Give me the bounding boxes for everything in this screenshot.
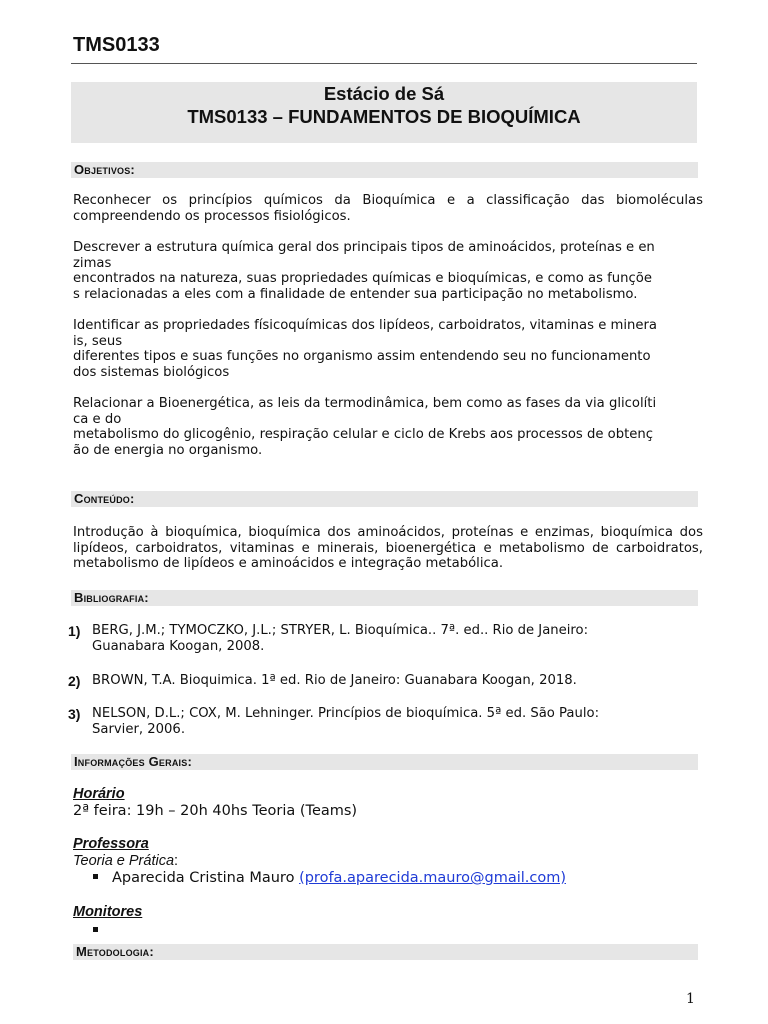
horario-text: 2ª feira: 19h – 20h 40hs Teoria (Teams) bbox=[73, 803, 358, 819]
institution-title: Estácio de Sá bbox=[323, 83, 445, 104]
document-header-code: TMS0133 bbox=[73, 34, 160, 56]
section-informacoes-gerais: Informações Gerais: bbox=[71, 754, 698, 770]
title-box bbox=[71, 82, 697, 143]
professora-list-item bbox=[93, 870, 566, 886]
bibliography-number: 1) bbox=[68, 623, 81, 639]
professora-label: Professora bbox=[73, 836, 149, 852]
bibliography-text: NELSON, D.L.; COX, M. Lehninger. Princípios de bioquímica. 5ª ed. São Paulo: bbox=[92, 706, 600, 721]
objetivos-paragraph-2 bbox=[73, 240, 703, 302]
bibliography-text: BROWN, T.A. Bioquimica. 1ª ed. Rio de Janeiro: Guanabara Koogan, 2018. bbox=[92, 673, 577, 688]
text-line: encontrados na natureza, suas propriedades químicas e bioquímicas, e como as funçõe bbox=[73, 271, 652, 287]
text-line: Relacionar a Bioenergética, as leis da termodinâmica, bem como as fases da via glicolíti bbox=[73, 396, 657, 411]
bibliography-text: Guanabara Koogan, 2008. bbox=[92, 639, 265, 654]
section-objetivos: Objetivos: bbox=[71, 162, 698, 178]
text-line: is, seus bbox=[73, 333, 123, 349]
bibliography-text: BERG, J.M.; TYMOCZKO, J.L.; STRYER, L. Bioquímica.. 7ª. ed.. Rio de Janeiro: bbox=[92, 623, 589, 638]
text-line: diferentes tipos e suas funções no organismo assim entendendo seu no funcionamento bbox=[73, 349, 651, 365]
section-bibliografia: Bibliografia: bbox=[71, 590, 698, 606]
page-number: 1 bbox=[686, 991, 695, 1007]
text-line: Identificar as propriedades físicoquímicas dos lipídeos, carboidratos, vitaminas e minera bbox=[73, 318, 657, 333]
text-line: metabolismo do glicogênio, respiração celular e ciclo de Krebs aos processos de obtenç bbox=[73, 427, 653, 443]
horario-label: Horário bbox=[73, 786, 125, 802]
objetivos-paragraph-3 bbox=[73, 318, 703, 380]
teoria-pratica-label bbox=[73, 853, 178, 869]
bibliography-text: Sarvier, 2006. bbox=[92, 722, 186, 737]
text-line: ão de energia no organismo. bbox=[73, 442, 263, 458]
section-conteudo: Conteúdo: bbox=[71, 491, 698, 507]
bibliography-item bbox=[68, 673, 668, 689]
professora-email-link[interactable]: (profa.aparecida.mauro@gmail.com) bbox=[299, 870, 566, 886]
bibliography-item bbox=[68, 623, 668, 655]
teoria-pratica-colon: : bbox=[174, 853, 179, 869]
course-title: TMS0133 – FUNDAMENTOS DE BIOQUÍMICA bbox=[187, 106, 581, 127]
text-line: dos sistemas biológicos bbox=[73, 364, 230, 380]
objetivos-paragraph-1: Reconhecer os princípios químicos da Bioquímica e a classificação das biomoléculas compreendendo os processos fisiológicos. bbox=[73, 193, 703, 224]
bibliography-number: 3) bbox=[68, 706, 81, 722]
bibliography-number: 2) bbox=[68, 673, 81, 689]
conteudo-paragraph: Introdução à bioquímica, bioquímica dos aminoácidos, proteínas e enzimas, bioquímica dos lipídeos, carboidratos, vitaminas e minerais, bioenergética e metabolismo de carboidratos, metabolismo de lipídeos e aminoácidos e integração metabólica. bbox=[73, 525, 703, 572]
section-metodologia: Metodologia: bbox=[73, 944, 698, 960]
bibliography-item bbox=[68, 706, 668, 738]
text-line: Descrever a estrutura química geral dos principais tipos de aminoácidos, proteínas e en bbox=[73, 240, 655, 255]
monitores-label: Monitores bbox=[73, 904, 143, 920]
teoria-pratica-text: Teoria e Prática bbox=[73, 853, 175, 869]
bullet-icon bbox=[93, 927, 98, 932]
objetivos-paragraph-4 bbox=[73, 396, 703, 458]
monitores-list-item bbox=[93, 923, 112, 939]
text-line: ca e do bbox=[73, 411, 122, 427]
professora-name: Aparecida Cristina Mauro bbox=[112, 870, 300, 886]
text-line: s relacionadas a eles com a finalidade de entender sua participação no metabolismo. bbox=[73, 286, 638, 302]
text-line: zimas bbox=[73, 255, 112, 271]
header-divider bbox=[71, 63, 697, 64]
bullet-icon bbox=[93, 874, 98, 879]
